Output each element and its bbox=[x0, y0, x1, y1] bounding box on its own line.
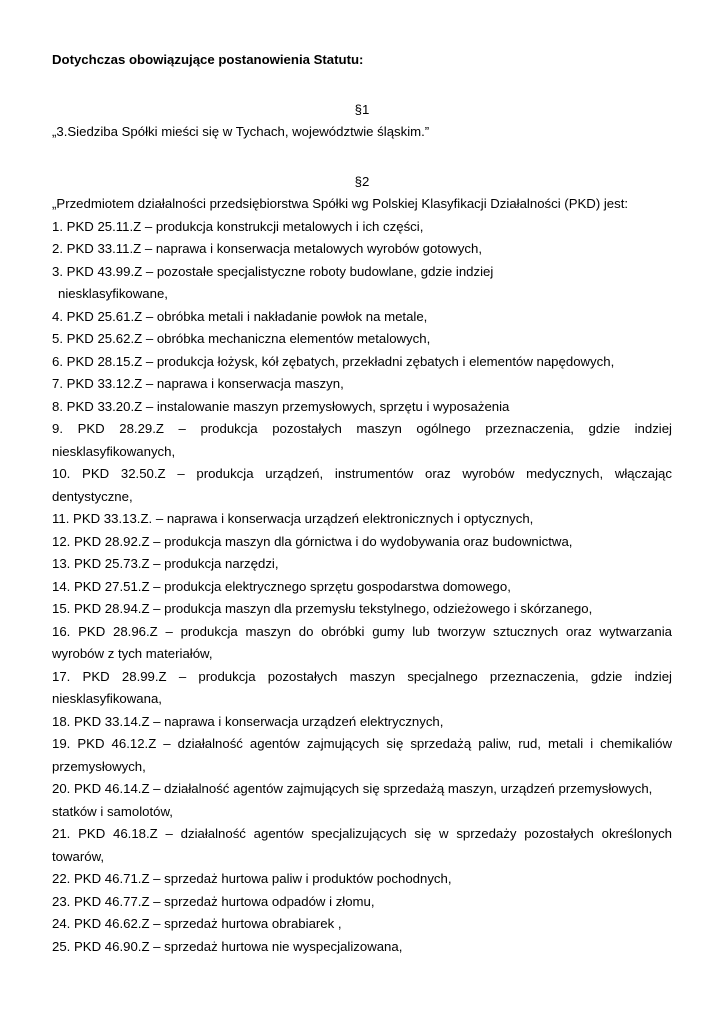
list-item: 21. PKD 46.18.Z – działalność agentów specjalizujących się w sprzedaży pozostałych określonych towarów, bbox=[52, 826, 672, 864]
list-item: 19. PKD 46.12.Z – działalność agentów zajmujących się sprzedażą paliw, rud, metali i chemikaliów przemysłowych, bbox=[52, 736, 672, 774]
document-page bbox=[52, 49, 672, 958]
section-2-intro: „Przedmiotem działalności przedsiębiorstwa Spółki wg Polskiej Klasyfikacji Działalności (PKD) jest: bbox=[52, 196, 629, 211]
list-item: 14. PKD 27.51.Z – produkcja elektrycznego sprzętu gospodarstwa domowego, bbox=[52, 578, 511, 594]
list-item: 25. PKD 46.90.Z – sprzedaż hurtowa nie wyspecjalizowana, bbox=[52, 938, 403, 954]
list-item: 13. PKD 25.73.Z – produkcja narzędzi, bbox=[52, 556, 279, 571]
section-1-text: „3.Siedziba Spółki mieści się w Tychach, województwie śląskim.” bbox=[52, 124, 430, 139]
list-item: 15. PKD 28.94.Z – produkcja maszyn dla przemysłu tekstylnego, odzieżowego i skórzanego, bbox=[52, 601, 593, 616]
list-item: 3. PKD 43.99.Z – pozostałe specjalistyczne roboty budowlane, gdzie indziej bbox=[52, 263, 494, 279]
list-item: 1. PKD 25.11.Z – produkcja konstrukcji metalowych i ich części, bbox=[52, 218, 424, 234]
list-item: 7. PKD 33.12.Z – naprawa i konserwacja maszyn, bbox=[52, 376, 344, 391]
section-symbol-1: §1 bbox=[354, 101, 370, 117]
list-item: 5. PKD 25.62.Z – obróbka mechaniczna elementów metalowych, bbox=[52, 331, 431, 346]
list-item: 4. PKD 25.61.Z – obróbka metali i nakładanie powłok na metale, bbox=[52, 308, 428, 324]
list-item: 6. PKD 28.15.Z – produkcja łożysk, kół zębatych, przekładni zębatych i elementów napędowych, bbox=[52, 353, 615, 369]
document-heading: Dotychczas obowiązujące postanowienia Statutu: bbox=[52, 52, 364, 67]
list-item-continuation: niesklasyfikowane, bbox=[58, 286, 168, 301]
list-item: 17. PKD 28.99.Z – produkcja pozostałych maszyn specjalnego przeznaczenia, gdzie indziej niesklasyfikowana, bbox=[52, 668, 672, 706]
list-item: 12. PKD 28.92.Z – produkcja maszyn dla górnictwa i do wydobywania oraz budownictwa, bbox=[52, 533, 573, 549]
list-item: 20. PKD 46.14.Z – działalność agentów zajmujących się sprzedażą maszyn, urządzeń przemysłowych, statków i samolotów, bbox=[52, 781, 653, 819]
list-item: 9. PKD 28.29.Z – produkcja pozostałych maszyn ogólnego przeznaczenia, gdzie indziej niesklasyfikowanych, bbox=[52, 421, 672, 459]
list-item: 24. PKD 46.62.Z – sprzedaż hurtowa obrabiarek , bbox=[52, 916, 342, 931]
list-item: 23. PKD 46.77.Z – sprzedaż hurtowa odpadów i złomu, bbox=[52, 893, 375, 909]
list-item: 18. PKD 33.14.Z – naprawa i konserwacja urządzeń elektrycznych, bbox=[52, 713, 444, 729]
list-item: 10. PKD 32.50.Z – produkcja urządzeń, instrumentów oraz wyrobów medycznych, włączając dentystyczne, bbox=[52, 466, 672, 504]
list-item: 2. PKD 33.11.Z – naprawa i konserwacja metalowych wyrobów gotowych, bbox=[52, 241, 483, 256]
list-item: 22. PKD 46.71.Z – sprzedaż hurtowa paliw i produktów pochodnych, bbox=[52, 871, 452, 886]
section-symbol-2: §2 bbox=[354, 173, 370, 189]
list-item: 8. PKD 33.20.Z – instalowanie maszyn przemysłowych, sprzętu i wyposażenia bbox=[52, 398, 510, 414]
list-item: 16. PKD 28.96.Z – produkcja maszyn do obróbki gumy lub tworzyw sztucznych oraz wytwarzania wyrobów z tych materiałów, bbox=[52, 623, 672, 661]
list-item: 11. PKD 33.13.Z. – naprawa i konserwacja urządzeń elektronicznych i optycznych, bbox=[52, 511, 534, 526]
pkd-list bbox=[52, 216, 672, 959]
